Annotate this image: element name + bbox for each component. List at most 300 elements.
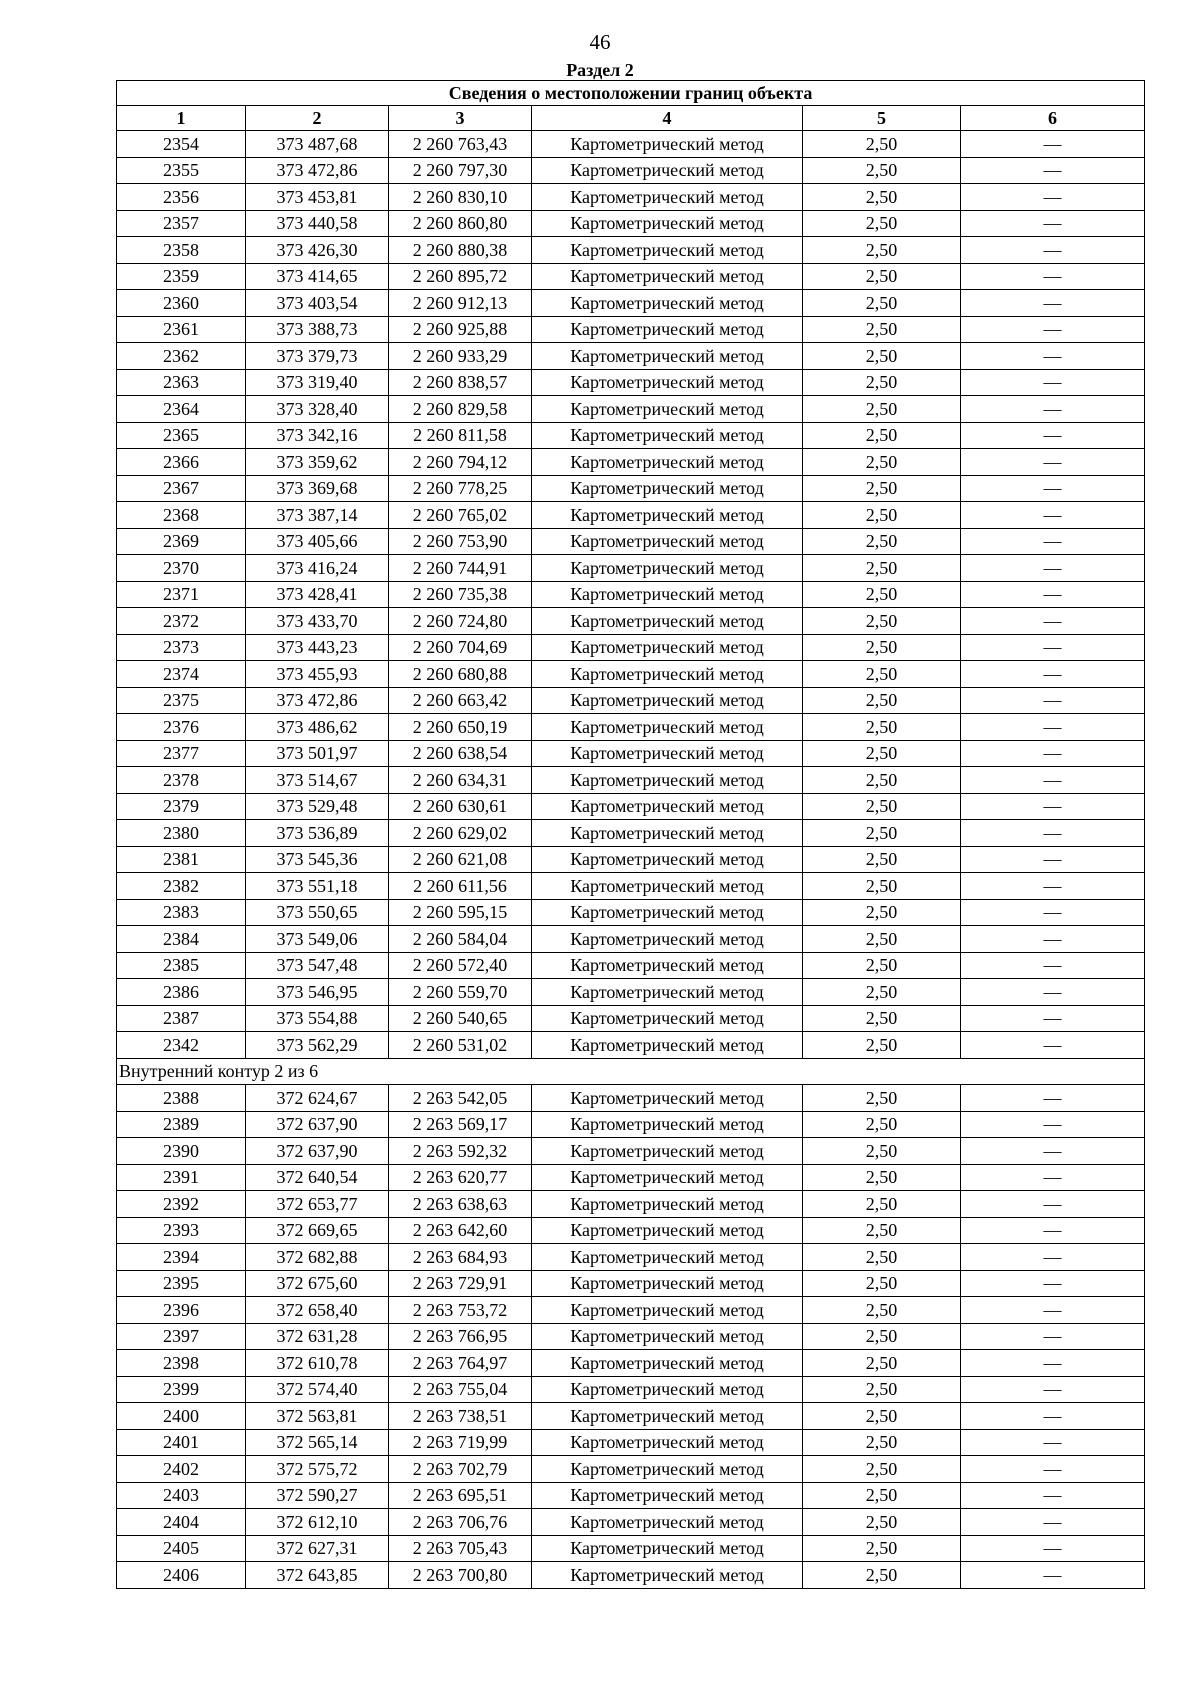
accuracy-cell: 2,50	[803, 714, 961, 741]
x-coordinate-cell: 372 637,90	[246, 1111, 389, 1138]
x-coordinate-cell: 372 658,40	[246, 1297, 389, 1324]
description-cell: —	[961, 263, 1145, 290]
y-coordinate-cell: 2 260 680,88	[389, 661, 532, 688]
method-cell: Картометрический метод	[532, 714, 803, 741]
x-coordinate-cell: 373 416,24	[246, 555, 389, 582]
method-cell: Картометрический метод	[532, 1376, 803, 1403]
method-cell: Картометрический метод	[532, 979, 803, 1006]
x-coordinate-cell: 372 565,14	[246, 1429, 389, 1456]
y-coordinate-cell: 2 263 738,51	[389, 1403, 532, 1430]
y-coordinate-cell: 2 260 595,15	[389, 899, 532, 926]
point-number-cell: 2355	[117, 157, 246, 184]
description-cell: —	[961, 1509, 1145, 1536]
x-coordinate-cell: 373 501,97	[246, 740, 389, 767]
x-coordinate-cell: 373 550,65	[246, 899, 389, 926]
description-cell: —	[961, 1403, 1145, 1430]
description-cell: —	[961, 1085, 1145, 1112]
method-cell: Картометрический метод	[532, 1456, 803, 1483]
table-row	[117, 899, 1145, 926]
method-cell: Картометрический метод	[532, 1323, 803, 1350]
accuracy-cell: 2,50	[803, 263, 961, 290]
point-number-cell: 2377	[117, 740, 246, 767]
table-row	[117, 1244, 1145, 1271]
description-cell: —	[961, 714, 1145, 741]
accuracy-cell: 2,50	[803, 290, 961, 317]
x-coordinate-cell: 372 637,90	[246, 1138, 389, 1165]
x-coordinate-cell: 373 319,40	[246, 369, 389, 396]
section-title: Раздел 2	[566, 60, 634, 80]
method-cell: Картометрический метод	[532, 1164, 803, 1191]
method-cell: Картометрический метод	[532, 1085, 803, 1112]
accuracy-cell: 2,50	[803, 608, 961, 635]
y-coordinate-cell: 2 260 830,10	[389, 184, 532, 211]
method-cell: Картометрический метод	[532, 581, 803, 608]
point-number-cell: 2398	[117, 1350, 246, 1377]
y-coordinate-cell: 2 260 630,61	[389, 793, 532, 820]
method-cell: Картометрический метод	[532, 846, 803, 873]
description-cell: —	[961, 1191, 1145, 1218]
y-coordinate-cell: 2 263 569,17	[389, 1111, 532, 1138]
x-coordinate-cell: 373 487,68	[246, 131, 389, 158]
method-cell: Картометрический метод	[532, 343, 803, 370]
description-cell: —	[961, 767, 1145, 794]
description-cell: —	[961, 1429, 1145, 1456]
y-coordinate-cell: 2 260 880,38	[389, 237, 532, 264]
description-cell: —	[961, 396, 1145, 423]
accuracy-cell: 2,50	[803, 581, 961, 608]
method-cell: Картометрический метод	[532, 555, 803, 582]
x-coordinate-cell: 372 627,31	[246, 1535, 389, 1562]
method-cell: Картометрический метод	[532, 528, 803, 555]
method-cell: Картометрический метод	[532, 1509, 803, 1536]
y-coordinate-cell: 2 263 764,97	[389, 1350, 532, 1377]
table-row	[117, 1085, 1145, 1112]
point-number-cell: 2382	[117, 873, 246, 900]
y-coordinate-cell: 2 260 895,72	[389, 263, 532, 290]
description-cell: —	[961, 449, 1145, 476]
y-coordinate-cell: 2 260 584,04	[389, 926, 532, 953]
description-cell: —	[961, 581, 1145, 608]
table-row	[117, 290, 1145, 317]
point-number-cell: 2402	[117, 1456, 246, 1483]
point-number-cell: 2392	[117, 1191, 246, 1218]
description-cell: —	[961, 157, 1145, 184]
description-cell: —	[961, 528, 1145, 555]
accuracy-cell: 2,50	[803, 555, 961, 582]
x-coordinate-cell: 372 675,60	[246, 1270, 389, 1297]
description-cell: —	[961, 343, 1145, 370]
description-cell: —	[961, 1032, 1145, 1059]
accuracy-cell: 2,50	[803, 316, 961, 343]
method-cell: Картометрический метод	[532, 1297, 803, 1324]
table-row	[117, 528, 1145, 555]
y-coordinate-cell: 2 263 719,99	[389, 1429, 532, 1456]
table-row	[117, 820, 1145, 847]
table-row	[117, 184, 1145, 211]
table-row	[117, 422, 1145, 449]
accuracy-cell: 2,50	[803, 1535, 961, 1562]
table-row	[117, 1270, 1145, 1297]
method-cell: Картометрический метод	[532, 899, 803, 926]
y-coordinate-cell: 2 260 629,02	[389, 820, 532, 847]
table-row	[117, 687, 1145, 714]
table-row	[117, 979, 1145, 1006]
y-coordinate-cell: 2 263 706,76	[389, 1509, 532, 1536]
y-coordinate-cell: 2 260 621,08	[389, 846, 532, 873]
method-cell: Картометрический метод	[532, 1429, 803, 1456]
table-row	[117, 952, 1145, 979]
contour-label-row	[117, 1058, 1145, 1085]
method-cell: Картометрический метод	[532, 1217, 803, 1244]
accuracy-cell: 2,50	[803, 740, 961, 767]
table-row	[117, 581, 1145, 608]
table-body	[117, 131, 1145, 1589]
table-row	[117, 740, 1145, 767]
x-coordinate-cell: 373 387,14	[246, 502, 389, 529]
description-cell: —	[961, 1323, 1145, 1350]
accuracy-cell: 2,50	[803, 1323, 961, 1350]
table-row	[117, 555, 1145, 582]
description-cell: —	[961, 422, 1145, 449]
y-coordinate-cell: 2 263 766,95	[389, 1323, 532, 1350]
x-coordinate-cell: 372 669,65	[246, 1217, 389, 1244]
y-coordinate-cell: 2 263 755,04	[389, 1376, 532, 1403]
table-row	[117, 1111, 1145, 1138]
table-row	[117, 1429, 1145, 1456]
description-cell: —	[961, 873, 1145, 900]
accuracy-cell: 2,50	[803, 1270, 961, 1297]
point-number-cell: 2399	[117, 1376, 246, 1403]
x-coordinate-cell: 372 643,85	[246, 1562, 389, 1589]
point-number-cell: 2395	[117, 1270, 246, 1297]
point-number-cell: 2391	[117, 1164, 246, 1191]
method-cell: Картометрический метод	[532, 263, 803, 290]
x-coordinate-cell: 372 590,27	[246, 1482, 389, 1509]
accuracy-cell: 2,50	[803, 1217, 961, 1244]
table-row	[117, 1217, 1145, 1244]
x-coordinate-cell: 373 554,88	[246, 1005, 389, 1032]
table-row	[117, 131, 1145, 158]
description-cell: —	[961, 1217, 1145, 1244]
description-cell: —	[961, 793, 1145, 820]
x-coordinate-cell: 373 472,86	[246, 157, 389, 184]
x-coordinate-cell: 373 342,16	[246, 422, 389, 449]
point-number-cell: 2365	[117, 422, 246, 449]
y-coordinate-cell: 2 263 620,77	[389, 1164, 532, 1191]
point-number-cell: 2378	[117, 767, 246, 794]
table-row	[117, 714, 1145, 741]
point-number-cell: 2396	[117, 1297, 246, 1324]
point-number-cell: 2364	[117, 396, 246, 423]
x-coordinate-cell: 373 388,73	[246, 316, 389, 343]
description-cell: —	[961, 846, 1145, 873]
y-coordinate-cell: 2 263 700,80	[389, 1562, 532, 1589]
table-row	[117, 1191, 1145, 1218]
x-coordinate-cell: 372 631,28	[246, 1323, 389, 1350]
x-coordinate-cell: 373 545,36	[246, 846, 389, 873]
point-number-cell: 2403	[117, 1482, 246, 1509]
y-coordinate-cell: 2 260 765,02	[389, 502, 532, 529]
point-number-cell: 2385	[117, 952, 246, 979]
method-cell: Картометрический метод	[532, 316, 803, 343]
y-coordinate-cell: 2 260 744,91	[389, 555, 532, 582]
description-cell: —	[961, 1164, 1145, 1191]
y-coordinate-cell: 2 260 838,57	[389, 369, 532, 396]
table-row	[117, 502, 1145, 529]
x-coordinate-cell: 373 379,73	[246, 343, 389, 370]
y-coordinate-cell: 2 260 753,90	[389, 528, 532, 555]
method-cell: Картометрический метод	[532, 131, 803, 158]
description-cell: —	[961, 899, 1145, 926]
method-cell: Картометрический метод	[532, 952, 803, 979]
point-number-cell: 2363	[117, 369, 246, 396]
point-number-cell: 2366	[117, 449, 246, 476]
accuracy-cell: 2,50	[803, 1297, 961, 1324]
y-coordinate-cell: 2 263 753,72	[389, 1297, 532, 1324]
y-coordinate-cell: 2 260 925,88	[389, 316, 532, 343]
y-coordinate-cell: 2 260 704,69	[389, 634, 532, 661]
table-row	[117, 793, 1145, 820]
table-row	[117, 1403, 1145, 1430]
x-coordinate-cell: 373 414,65	[246, 263, 389, 290]
y-coordinate-cell: 2 263 702,79	[389, 1456, 532, 1483]
method-cell: Картометрический метод	[532, 157, 803, 184]
accuracy-cell: 2,50	[803, 1005, 961, 1032]
accuracy-cell: 2,50	[803, 873, 961, 900]
y-coordinate-cell: 2 260 933,29	[389, 343, 532, 370]
description-cell: —	[961, 502, 1145, 529]
method-cell: Картометрический метод	[532, 1244, 803, 1271]
table-row	[117, 1350, 1145, 1377]
x-coordinate-cell: 372 575,72	[246, 1456, 389, 1483]
accuracy-cell: 2,50	[803, 926, 961, 953]
accuracy-cell: 2,50	[803, 820, 961, 847]
method-cell: Картометрический метод	[532, 449, 803, 476]
description-cell: —	[961, 1482, 1145, 1509]
accuracy-cell: 2,50	[803, 1403, 961, 1430]
accuracy-cell: 2,50	[803, 1164, 961, 1191]
x-coordinate-cell: 373 426,30	[246, 237, 389, 264]
description-cell: —	[961, 820, 1145, 847]
description-cell: —	[961, 1535, 1145, 1562]
point-number-cell: 2380	[117, 820, 246, 847]
table-row	[117, 316, 1145, 343]
y-coordinate-cell: 2 263 729,91	[389, 1270, 532, 1297]
table-row	[117, 263, 1145, 290]
y-coordinate-cell: 2 260 735,38	[389, 581, 532, 608]
point-number-cell: 2381	[117, 846, 246, 873]
description-cell: —	[961, 1111, 1145, 1138]
description-cell: —	[961, 369, 1145, 396]
y-coordinate-cell: 2 260 540,65	[389, 1005, 532, 1032]
table-row	[117, 926, 1145, 953]
x-coordinate-cell: 372 574,40	[246, 1376, 389, 1403]
point-number-cell: 2400	[117, 1403, 246, 1430]
table-row	[117, 343, 1145, 370]
point-number-cell: 2390	[117, 1138, 246, 1165]
column-header: 5	[803, 106, 961, 131]
x-coordinate-cell: 373 405,66	[246, 528, 389, 555]
method-cell: Картометрический метод	[532, 1482, 803, 1509]
accuracy-cell: 2,50	[803, 1111, 961, 1138]
x-coordinate-cell: 373 536,89	[246, 820, 389, 847]
accuracy-cell: 2,50	[803, 131, 961, 158]
point-number-cell: 2359	[117, 263, 246, 290]
description-cell: —	[961, 475, 1145, 502]
y-coordinate-cell: 2 260 860,80	[389, 210, 532, 237]
boundary-coordinates-table	[116, 80, 1145, 1589]
y-coordinate-cell: 2 260 611,56	[389, 873, 532, 900]
method-cell: Картометрический метод	[532, 1191, 803, 1218]
table-row	[117, 1562, 1145, 1589]
column-header: 2	[246, 106, 389, 131]
table-row	[117, 1297, 1145, 1324]
point-number-cell: 2367	[117, 475, 246, 502]
description-cell: —	[961, 184, 1145, 211]
y-coordinate-cell: 2 260 797,30	[389, 157, 532, 184]
table-caption: Сведения о местоположении границ объекта	[117, 81, 1145, 106]
accuracy-cell: 2,50	[803, 1562, 961, 1589]
method-cell: Картометрический метод	[532, 237, 803, 264]
accuracy-cell: 2,50	[803, 1350, 961, 1377]
point-number-cell: 2362	[117, 343, 246, 370]
accuracy-cell: 2,50	[803, 1509, 961, 1536]
method-cell: Картометрический метод	[532, 1562, 803, 1589]
point-number-cell: 2360	[117, 290, 246, 317]
description-cell: —	[961, 555, 1145, 582]
table-row	[117, 369, 1145, 396]
accuracy-cell: 2,50	[803, 1456, 961, 1483]
table-header-row	[117, 106, 1145, 131]
method-cell: Картометрический метод	[532, 740, 803, 767]
description-cell: —	[961, 634, 1145, 661]
y-coordinate-cell: 2 260 663,42	[389, 687, 532, 714]
accuracy-cell: 2,50	[803, 449, 961, 476]
point-number-cell: 2361	[117, 316, 246, 343]
method-cell: Картометрический метод	[532, 634, 803, 661]
description-cell: —	[961, 1005, 1145, 1032]
method-cell: Картометрический метод	[532, 184, 803, 211]
table-row	[117, 1482, 1145, 1509]
x-coordinate-cell: 373 440,58	[246, 210, 389, 237]
y-coordinate-cell: 2 263 592,32	[389, 1138, 532, 1165]
method-cell: Картометрический метод	[532, 502, 803, 529]
y-coordinate-cell: 2 263 542,05	[389, 1085, 532, 1112]
accuracy-cell: 2,50	[803, 528, 961, 555]
y-coordinate-cell: 2 263 642,60	[389, 1217, 532, 1244]
point-number-cell: 2405	[117, 1535, 246, 1562]
table-row	[117, 1535, 1145, 1562]
accuracy-cell: 2,50	[803, 979, 961, 1006]
point-number-cell: 2384	[117, 926, 246, 953]
x-coordinate-cell: 373 453,81	[246, 184, 389, 211]
table-row	[117, 1376, 1145, 1403]
accuracy-cell: 2,50	[803, 1482, 961, 1509]
x-coordinate-cell: 373 359,62	[246, 449, 389, 476]
point-number-cell: 2386	[117, 979, 246, 1006]
description-cell: —	[961, 740, 1145, 767]
x-coordinate-cell: 373 551,18	[246, 873, 389, 900]
method-cell: Картометрический метод	[532, 1111, 803, 1138]
y-coordinate-cell: 2 263 705,43	[389, 1535, 532, 1562]
accuracy-cell: 2,50	[803, 237, 961, 264]
point-number-cell: 2387	[117, 1005, 246, 1032]
accuracy-cell: 2,50	[803, 396, 961, 423]
accuracy-cell: 2,50	[803, 343, 961, 370]
x-coordinate-cell: 372 640,54	[246, 1164, 389, 1191]
x-coordinate-cell: 372 653,77	[246, 1191, 389, 1218]
method-cell: Картометрический метод	[532, 1032, 803, 1059]
point-number-cell: 2379	[117, 793, 246, 820]
y-coordinate-cell: 2 260 638,54	[389, 740, 532, 767]
accuracy-cell: 2,50	[803, 634, 961, 661]
method-cell: Картометрический метод	[532, 608, 803, 635]
table-row	[117, 157, 1145, 184]
point-number-cell: 2368	[117, 502, 246, 529]
column-header: 6	[961, 106, 1145, 131]
table-row	[117, 846, 1145, 873]
point-number-cell: 2397	[117, 1323, 246, 1350]
y-coordinate-cell: 2 260 912,13	[389, 290, 532, 317]
point-number-cell: 2374	[117, 661, 246, 688]
accuracy-cell: 2,50	[803, 1191, 961, 1218]
method-cell: Картометрический метод	[532, 396, 803, 423]
accuracy-cell: 2,50	[803, 1429, 961, 1456]
y-coordinate-cell: 2 260 778,25	[389, 475, 532, 502]
point-number-cell: 2370	[117, 555, 246, 582]
point-number-cell: 2404	[117, 1509, 246, 1536]
point-number-cell: 2342	[117, 1032, 246, 1059]
accuracy-cell: 2,50	[803, 1032, 961, 1059]
point-number-cell: 2406	[117, 1562, 246, 1589]
point-number-cell: 2357	[117, 210, 246, 237]
description-cell: —	[961, 1244, 1145, 1271]
point-number-cell: 2376	[117, 714, 246, 741]
accuracy-cell: 2,50	[803, 184, 961, 211]
table-row	[117, 1164, 1145, 1191]
table-row	[117, 396, 1145, 423]
point-number-cell: 2388	[117, 1085, 246, 1112]
description-cell: —	[961, 1456, 1145, 1483]
point-number-cell: 2369	[117, 528, 246, 555]
method-cell: Картометрический метод	[532, 820, 803, 847]
accuracy-cell: 2,50	[803, 210, 961, 237]
accuracy-cell: 2,50	[803, 846, 961, 873]
method-cell: Картометрический метод	[532, 475, 803, 502]
description-cell: —	[961, 952, 1145, 979]
description-cell: —	[961, 1270, 1145, 1297]
description-cell: —	[961, 1376, 1145, 1403]
method-cell: Картометрический метод	[532, 767, 803, 794]
table-row	[117, 767, 1145, 794]
contour-label: Внутренний контур 2 из 6	[117, 1058, 1145, 1085]
description-cell: —	[961, 1297, 1145, 1324]
method-cell: Картометрический метод	[532, 926, 803, 953]
accuracy-cell: 2,50	[803, 661, 961, 688]
column-header: 3	[389, 106, 532, 131]
method-cell: Картометрический метод	[532, 687, 803, 714]
method-cell: Картометрический метод	[532, 873, 803, 900]
description-cell: —	[961, 661, 1145, 688]
point-number-cell: 2393	[117, 1217, 246, 1244]
x-coordinate-cell: 373 428,41	[246, 581, 389, 608]
y-coordinate-cell: 2 260 531,02	[389, 1032, 532, 1059]
column-header: 4	[532, 106, 803, 131]
method-cell: Картометрический метод	[532, 290, 803, 317]
x-coordinate-cell: 373 562,29	[246, 1032, 389, 1059]
table-row	[117, 1509, 1145, 1536]
accuracy-cell: 2,50	[803, 899, 961, 926]
